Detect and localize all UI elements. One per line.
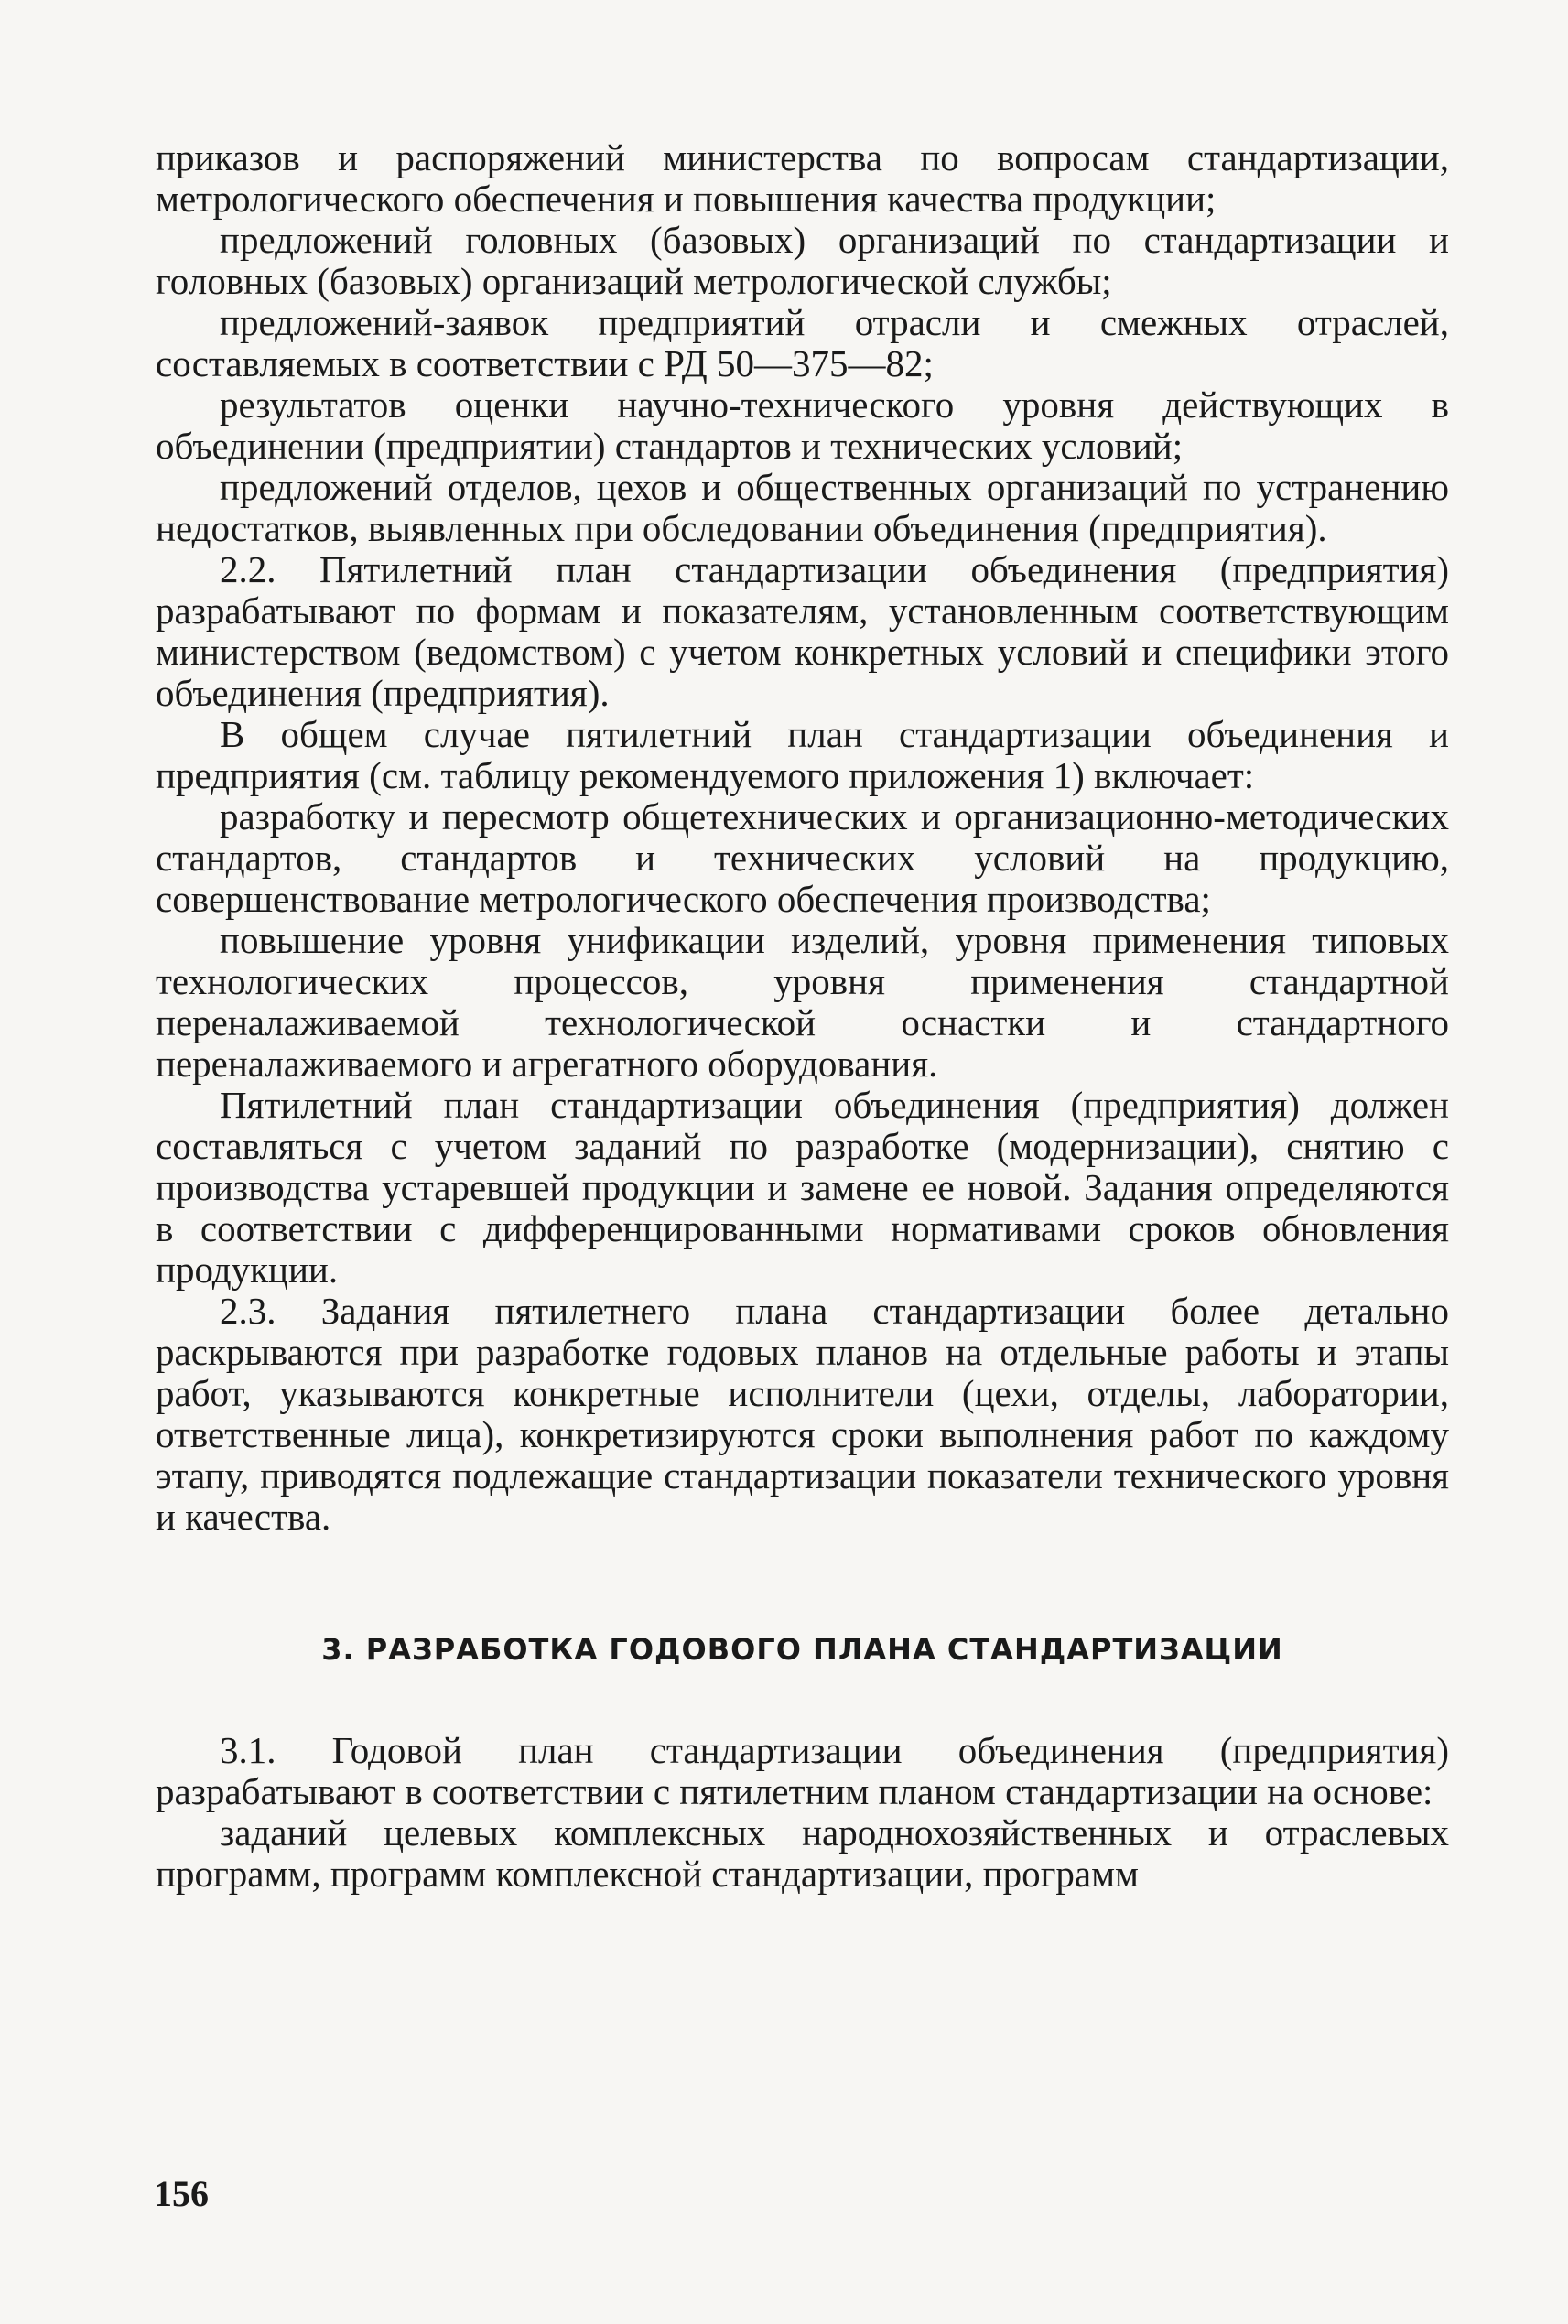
page-number: 156	[154, 2173, 209, 2214]
paragraph: повышение уровня унификации изделий, уровня применения типовых технологических процессов, уровня применения стандартной переналаживаемой технологической оснастки и стандартного переналаживаемого и агрегатного оборудования.	[156, 919, 1449, 1085]
paragraph: предложений отделов, цехов и общественных организаций по устранению недостатков, выявленных при обследовании объединения (предприятия).	[156, 466, 1449, 549]
paragraph: приказов и распоряжений министерства по вопросам стандартизации, метрологического обеспечения и повышения качества продукции;	[156, 136, 1449, 220]
section-heading: 3. РАЗРАБОТКА ГОДОВОГО ПЛАНА СТАНДАРТИЗАЦИИ	[321, 1632, 1283, 1667]
paragraph: результатов оценки научно-технического уровня действующих в объединении (предприятии) стандартов и технических условий;	[156, 384, 1449, 467]
paragraph: 3.1. Годовой план стандартизации объединения (предприятия) разрабатывают в соответствии с пятилетним планом стандартизации на основе:	[156, 1729, 1449, 1812]
paragraph: Пятилетний план стандартизации объединения (предприятия) должен составляться с учетом заданий по разработке (модернизации), снятию с производства устаревшей продукции и замене ее новой. Задания определяются в соответствии с дифференцированными нормативами сроков обновления продукции.	[156, 1084, 1449, 1291]
text-column	[156, 137, 1449, 1895]
paragraph: 2.2. Пятилетний план стандартизации объединения (предприятия) разрабатывают по формам и показателям, установленным соответствующим министерством (ведомством) с учетом конкретных условий и специфики этого объединения (предприятия).	[156, 548, 1449, 714]
paragraph: предложений головных (базовых) организаций по стандартизации и головных (базовых) организаций метрологической службы;	[156, 219, 1449, 302]
body-text-before-heading	[156, 137, 1449, 1538]
paragraph: В общем случае пятилетний план стандартизации объединения и предприятия (см. таблицу рекомендуемого приложения 1) включает:	[156, 713, 1449, 796]
paragraph: разработку и пересмотр общетехнических и организационно-методических стандартов, стандартов и технических условий на продукцию, совершенствование метрологического обеспечения производства;	[156, 795, 1449, 920]
body-text-after-heading	[156, 1730, 1449, 1895]
paragraph: предложений-заявок предприятий отрасли и смежных отраслей, составляемых в соответствии с РД 50—375—82;	[156, 301, 1449, 384]
paragraph: заданий целевых комплексных народнохозяйственных и отраслевых программ, программ комплексной стандартизации, программ	[156, 1811, 1449, 1895]
paragraph: 2.3. Задания пятилетнего плана стандартизации более детально раскрываются при разработке годовых планов на отдельные работы и этапы работ, указываются конкретные исполнители (цехи, отделы, лаборатории, ответственные лица), конкретизируются сроки выполнения работ по каждому этапу, приводятся подлежащие стандартизации показатели технического уровня и качества.	[156, 1290, 1449, 1538]
